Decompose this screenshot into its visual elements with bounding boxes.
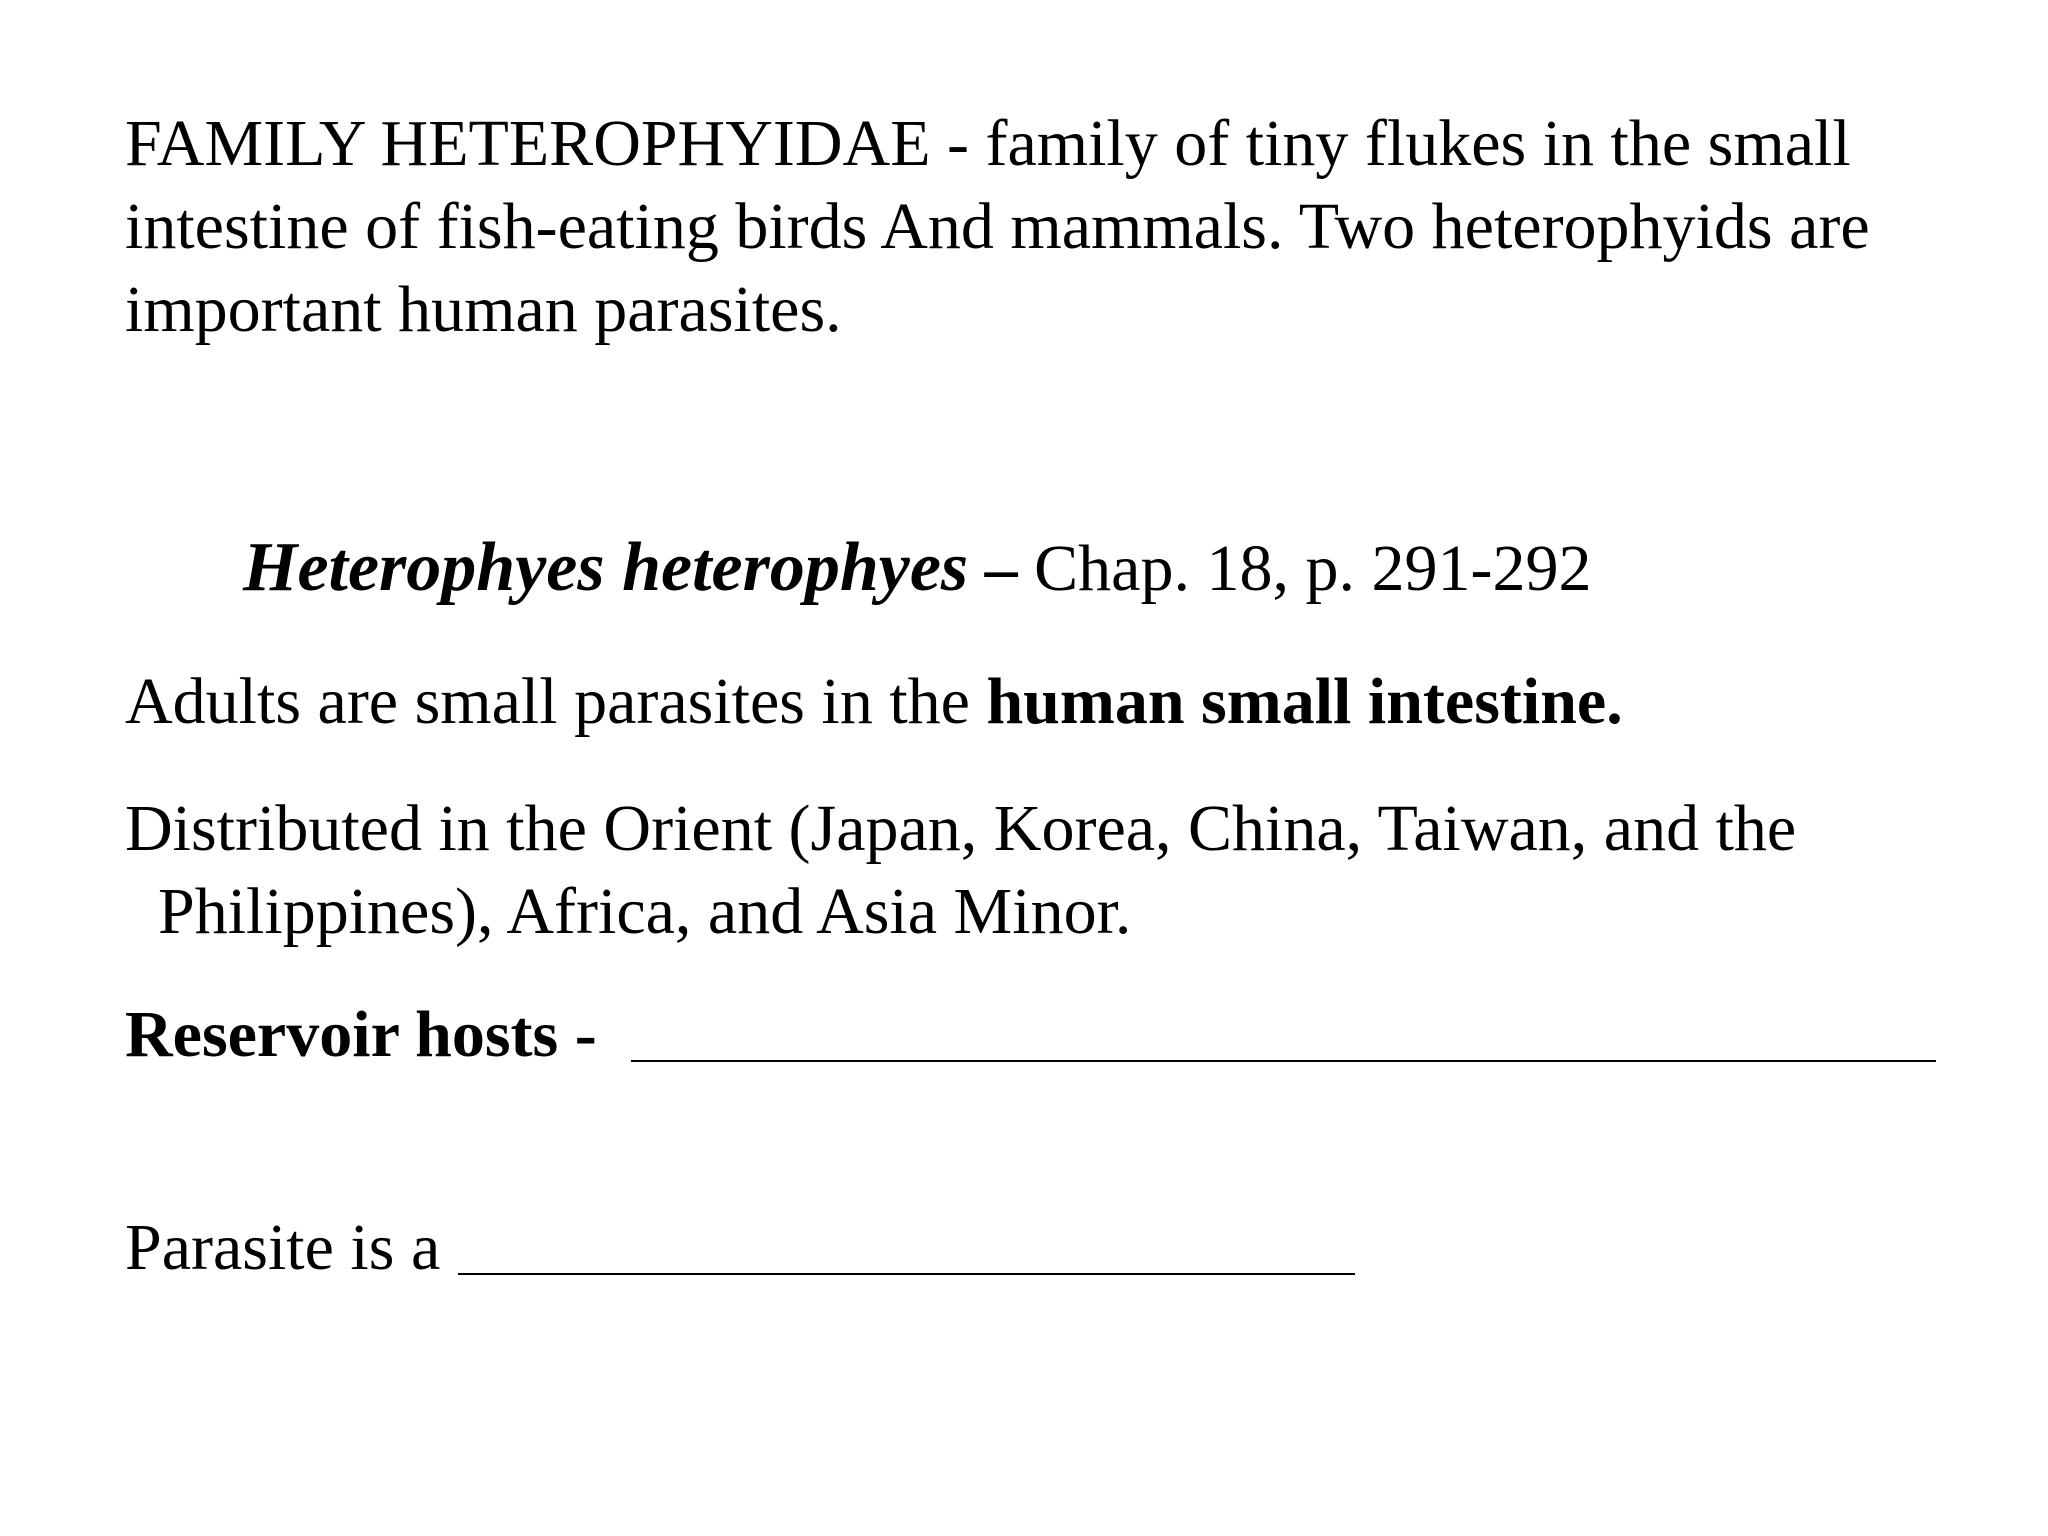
intro-line-1: FAMILY HETEROPHYIDAE - family of tiny flukes in the small: [125, 107, 1851, 180]
distribution-statement: [125, 787, 1796, 953]
species-name: Heterophyes heterophyes: [243, 529, 969, 606]
reservoir-hosts-blank-line: [631, 1060, 1936, 1062]
adults-location-bold: human small intestine.: [986, 665, 1623, 738]
intro-line-2: intestine of fish-eating birds And mammals. Two heterophyids are: [125, 190, 1870, 263]
adults-statement: [125, 660, 1623, 743]
adults-text: Adults are small parasites in the: [125, 665, 987, 738]
parasite-type-blank-line: [458, 1273, 1355, 1275]
parasite-type-row: [125, 1206, 1355, 1289]
family-intro-paragraph: [125, 102, 1870, 351]
chapter-reference: Chap. 18, p. 291-292: [1034, 532, 1592, 605]
intro-line-3: important human parasites.: [125, 273, 842, 346]
parasite-type-label: Parasite is a: [125, 1211, 441, 1284]
distribution-line-2: Philippines), Africa, and Asia Minor.: [158, 875, 1132, 948]
species-heading: [243, 526, 1591, 610]
reservoir-hosts-row: [125, 993, 1936, 1076]
heading-dash: –: [968, 532, 1035, 605]
reservoir-hosts-label: Reservoir hosts -: [125, 998, 597, 1071]
distribution-line-1: Distributed in the Orient (Japan, Korea, China, Taiwan, and the: [125, 792, 1797, 865]
